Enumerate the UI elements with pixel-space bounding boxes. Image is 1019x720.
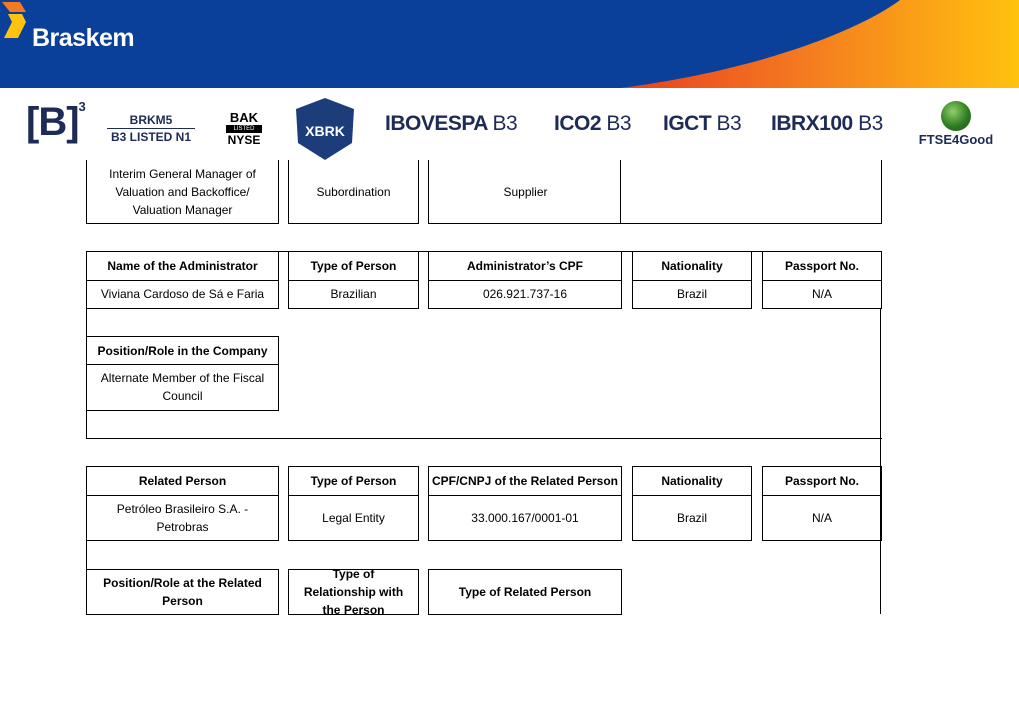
admin-header-nationality: Nationality bbox=[632, 251, 752, 281]
position-header: Position/Role in the Company bbox=[86, 336, 279, 365]
top-relationship-cell: Subordination bbox=[288, 160, 419, 224]
frame-left-border-lower bbox=[86, 540, 87, 570]
admin-cpf-value: 026.921.737-16 bbox=[428, 280, 622, 309]
bottom-header-related-type: Type of Related Person bbox=[428, 569, 622, 615]
related-cpf-cnpj-value: 33.000.167/0001-01 bbox=[428, 495, 622, 541]
admin-header-cpf: Administrator’s CPF bbox=[428, 251, 622, 281]
admin-header-name: Name of the Administrator bbox=[86, 251, 279, 281]
b3-logo: $[B]^3$ bbox=[26, 98, 85, 144]
related-header-nationality: Nationality bbox=[632, 466, 752, 496]
related-person-value: Petróleo Brasileiro S.A. - Petrobras bbox=[86, 495, 279, 541]
svg-text:XBRK: XBRK bbox=[305, 123, 345, 139]
admin-header-passport: Passport No. bbox=[762, 251, 882, 281]
related-header-person: Related Person bbox=[86, 466, 279, 496]
related-type-value: Legal Entity bbox=[288, 495, 419, 541]
bottom-header-relationship: Type of Relationship with the Person bbox=[288, 569, 419, 615]
ibrx100-index-logo: IBRX100 B3 bbox=[771, 112, 883, 135]
bottom-header-position: Position/Role at the Related Person bbox=[86, 569, 279, 615]
admin-name-value: Viviana Cardoso de Sá e Faria bbox=[86, 280, 279, 309]
related-passport-value: N/A bbox=[762, 495, 882, 541]
admin-nationality-value: Brazil bbox=[632, 280, 752, 309]
igct-index-logo: IGCT B3 bbox=[663, 112, 742, 135]
top-related-type-text: Supplier bbox=[503, 184, 548, 199]
globe-icon bbox=[941, 101, 971, 131]
table-divider bbox=[620, 160, 621, 224]
nyse-listing-logo: BAK LISTED NYSE bbox=[227, 110, 261, 147]
ftse4good-logo: FTSE4Good bbox=[916, 101, 996, 147]
xbrk-seal-logo bbox=[292, 97, 358, 166]
related-header-type: Type of Person bbox=[288, 466, 419, 496]
frame-right-border bbox=[880, 308, 881, 614]
admin-type-value: Brazilian bbox=[288, 280, 419, 309]
section-divider bbox=[86, 438, 882, 439]
admin-header-type: Type of Person bbox=[288, 251, 419, 281]
top-position-cell: Interim General Manager of Valuation and Backoffice/ Valuation Manager bbox=[86, 160, 279, 224]
top-related-type-cell bbox=[428, 160, 882, 224]
related-nationality-value: Brazil bbox=[632, 495, 752, 541]
ico2-index-logo: ICO2 B3 bbox=[554, 112, 632, 135]
position-value: Alternate Member of the Fiscal Council bbox=[86, 364, 279, 411]
braskem-logo-text: Braskem bbox=[32, 24, 135, 52]
header-swoosh-graphic bbox=[0, 0, 1019, 88]
admin-passport-value: N/A bbox=[762, 280, 882, 309]
braskem-logo-icon bbox=[0, 0, 28, 42]
brkm5-listing-logo: BRKM5 B3 LISTED N1 bbox=[107, 113, 195, 144]
ibovespa-index-logo: IBOVESPA B3 bbox=[385, 112, 518, 135]
related-header-cpf-cnpj: CPF/CNPJ of the Related Person bbox=[428, 466, 622, 496]
header-banner bbox=[0, 0, 1019, 88]
related-header-passport: Passport No. bbox=[762, 466, 882, 496]
